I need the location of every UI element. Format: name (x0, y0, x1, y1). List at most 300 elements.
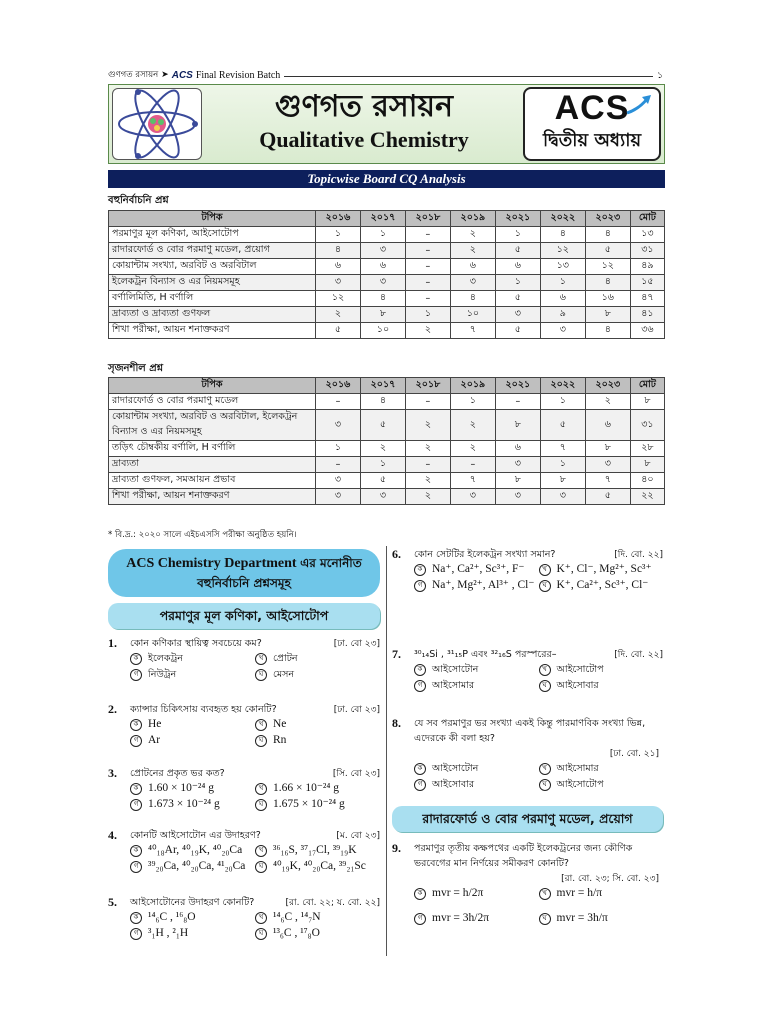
header-brand: ACS (171, 69, 193, 81)
option-letter: ঘ (539, 779, 551, 791)
count-cell: ৪ (540, 227, 585, 243)
option-letter: গ (130, 861, 142, 873)
question-source: [রা. বো. ২৩; সি. বো. ২৩] (561, 874, 659, 884)
count-cell: ৩১ (630, 410, 664, 441)
topic-cell: রাদারফোর্ড ও বোর পরমাণু মডেল, প্রয়োগ (109, 243, 316, 259)
count-cell: ১ (540, 275, 585, 291)
count-cell: ৩ (540, 489, 585, 505)
count-cell: ৪১ (630, 307, 664, 323)
table-header-cell: ২০১৭ (360, 211, 405, 227)
footnote: * বি.দ্র.: ২০২০ সালে এইচএসসি পরীক্ষা অনুষ্ঠিত হয়নি। (108, 530, 297, 540)
count-cell: ৫ (585, 243, 630, 259)
count-cell: ৩ (495, 489, 540, 505)
count-cell: ২ (405, 489, 450, 505)
dept-suffix: এর মনোনীত (300, 556, 362, 570)
option-text: আইসোটোন (432, 763, 479, 774)
answer-option[interactable] (539, 578, 664, 593)
option-letter: ক (130, 845, 142, 857)
header-chapter: গুণগত রসায়ন (108, 70, 159, 80)
count-cell: – (316, 394, 361, 410)
count-cell: ৬ (540, 291, 585, 307)
count-cell: ১ (360, 227, 405, 243)
answer-option[interactable] (130, 910, 255, 925)
option-text: 1.60 × 10⁻²⁴ g (148, 782, 215, 794)
table-header-cell: ২০১৯ (450, 211, 495, 227)
question-source: [দি. বো. ২২] (614, 650, 663, 660)
option-letter: গ (130, 799, 142, 811)
count-cell: ৭ (450, 473, 495, 489)
count-cell: ৬ (585, 410, 630, 441)
count-cell: – (405, 291, 450, 307)
count-cell: ৩ (360, 275, 405, 291)
option-text: Ar (148, 734, 161, 746)
answer-option[interactable] (255, 651, 380, 666)
table-header-cell: ২০২১ (495, 378, 540, 394)
question-text: প্রোটনের প্রকৃত ভর কত? (130, 768, 225, 779)
count-cell: ১২ (585, 259, 630, 275)
answer-option[interactable] (255, 926, 380, 941)
answer-option[interactable] (414, 886, 539, 901)
cq-analysis-table (108, 377, 665, 505)
topic-cell: দ্রাব্যতা গুণফল, সমআয়ন প্রভাব (109, 473, 316, 489)
option-text: ⁴⁰₁₉K, ⁴⁰₂₀Ca, ³⁹₂₁Sc (273, 860, 366, 872)
count-cell: ১৩ (540, 259, 585, 275)
header-rule (284, 76, 653, 77)
count-cell: ১৬ (585, 291, 630, 307)
option-letter: খ (255, 719, 267, 731)
count-cell: ১ (316, 441, 361, 457)
option-text: আইসোটোন (432, 664, 479, 675)
answer-option[interactable] (130, 859, 255, 874)
table-row (109, 259, 665, 275)
question-number: 5. (108, 895, 117, 909)
count-cell: ৭ (585, 473, 630, 489)
option-text: mvr = 3h/2π (432, 912, 490, 924)
option-letter: খ (539, 888, 551, 900)
option-text: 1.673 × 10⁻²⁴ g (148, 798, 220, 810)
mcq-question (108, 702, 380, 748)
question-text: আইসোটোনের উদাহরণ কোনটি? (130, 897, 255, 908)
arrow-icon: ➤ (161, 70, 169, 80)
option-text: ³⁶₁₆S, ³⁷₁₇Cl, ³⁹₁₉K (273, 844, 357, 856)
option-text: আইসোবার (432, 779, 475, 790)
count-cell: ১ (316, 227, 361, 243)
topic-cell: দ্রাব্যতা ও দ্রাব্যতা গুণফল (109, 307, 316, 323)
question-source: [রা. বো. ২২; য. বো. ২২] (285, 898, 380, 908)
dept-heading (108, 549, 380, 597)
option-letter: গ (130, 735, 142, 747)
option-text: K⁺, Ca²⁺, Sc³⁺, Cl⁻ (556, 579, 649, 591)
option-text: মেসন (273, 669, 295, 680)
option-letter: ঘ (539, 913, 551, 925)
count-cell: – (405, 243, 450, 259)
count-cell: ৬ (316, 259, 361, 275)
option-letter: ক (414, 888, 426, 900)
count-cell: ২ (450, 227, 495, 243)
topic-cell: কোয়ান্টাম সংখ্যা, অরবিট ও অরবিটাল (109, 259, 316, 275)
count-cell: ৩৬ (630, 323, 664, 339)
count-cell: ৬ (495, 259, 540, 275)
answer-option[interactable] (539, 662, 664, 677)
count-cell: ৯ (540, 307, 585, 323)
option-letter: ক (414, 763, 426, 775)
mcq-question (108, 895, 380, 941)
count-cell: ৫ (360, 473, 405, 489)
answer-option[interactable] (414, 761, 539, 776)
count-cell: ১ (495, 275, 540, 291)
count-cell: ৩ (360, 243, 405, 259)
topic-cell: ইলেকট্রন বিন্যাস ও এর নিয়মসমূহ (109, 275, 316, 291)
table-row (109, 489, 665, 505)
table-header-cell: টপিক (109, 211, 316, 227)
table-row (109, 307, 665, 323)
answer-option[interactable] (130, 797, 255, 812)
count-cell: ৩১ (630, 243, 664, 259)
answer-option[interactable] (255, 910, 380, 925)
answer-option[interactable] (539, 777, 664, 792)
count-cell: ৬ (450, 259, 495, 275)
mcq-question (108, 828, 380, 874)
option-text: mvr = h/2π (432, 887, 484, 899)
count-cell: – (405, 275, 450, 291)
running-header (108, 70, 663, 80)
count-cell: ১৩ (630, 227, 664, 243)
table-header-cell: ২০২২ (540, 378, 585, 394)
count-cell: ২ (360, 441, 405, 457)
count-cell: ৮ (495, 473, 540, 489)
option-text: আইসোমার (432, 680, 475, 691)
table-row (109, 473, 665, 489)
answer-option[interactable] (130, 733, 255, 748)
question-number: 8. (392, 716, 401, 730)
answer-option[interactable] (255, 781, 380, 796)
option-text: আইসোটোপ (556, 664, 604, 675)
question-number: 7. (392, 647, 401, 661)
option-letter: গ (414, 779, 426, 791)
table-header-cell: ২০২৩ (585, 378, 630, 394)
answer-option[interactable] (130, 651, 255, 666)
count-cell: ২৮ (630, 441, 664, 457)
option-letter: ক (130, 912, 142, 924)
question-number: 4. (108, 828, 117, 842)
option-letter: খ (255, 653, 267, 665)
topic-cell: রাদারফোর্ড ও বোর পরমাণু মডেল (109, 394, 316, 410)
count-cell: ২ (450, 441, 495, 457)
mcq-question (108, 766, 380, 812)
answer-option[interactable] (255, 859, 380, 874)
table-row (109, 441, 665, 457)
mcq-question (108, 636, 380, 682)
count-cell: ৪ (316, 243, 361, 259)
option-text: নিউট্রন (148, 669, 177, 680)
count-cell: ৮ (495, 410, 540, 441)
header-batch: Final Revision Batch (195, 69, 281, 81)
option-text: আইসোবার (556, 680, 599, 691)
mcq-question (392, 716, 663, 792)
count-cell: ৮ (630, 457, 664, 473)
count-cell: ৮ (585, 441, 630, 457)
option-letter: ক (414, 564, 426, 576)
answer-option[interactable] (539, 562, 664, 577)
title-english: Qualitative Chemistry (259, 127, 469, 152)
topic-cell: কোয়ান্টাম সংখ্যা, অরবিট ও অরবিটাল, ইলেকট্রন বিন্যাস ও এর নিয়মসমূহ (109, 410, 316, 441)
count-cell: ৫ (540, 410, 585, 441)
count-cell: ৫ (316, 323, 361, 339)
count-cell: ১২ (316, 291, 361, 307)
answer-option[interactable] (130, 781, 255, 796)
dept-subtitle: বহুনির্বাচনি প্রশ্নসমূহ (197, 576, 291, 590)
count-cell: ৫ (495, 291, 540, 307)
topic-cell: পরমাণুর মূল কণিকা, আইসোটোপ (109, 227, 316, 243)
table-row (109, 323, 665, 339)
table-header-cell: টপিক (109, 378, 316, 394)
option-text: ⁴⁰₁₈Ar, ⁴⁰₁₉K, ⁴⁰₂₀Ca (148, 844, 243, 856)
mcq-table-label: বহুনির্বাচনি প্রশ্ন (108, 195, 169, 206)
option-letter: খ (255, 912, 267, 924)
count-cell: ৩ (316, 275, 361, 291)
count-cell: ৪ (585, 227, 630, 243)
count-cell: ৪৯ (630, 259, 664, 275)
option-text: mvr = 3h/π (556, 912, 608, 924)
answer-option[interactable] (539, 886, 664, 901)
table-header-cell: ২০২১ (495, 211, 540, 227)
count-cell: ১ (495, 227, 540, 243)
count-cell: – (450, 457, 495, 473)
question-source: [সি. বো ২৩] (332, 769, 380, 779)
option-letter: ঘ (255, 735, 267, 747)
count-cell: ২ (405, 473, 450, 489)
option-text: Na⁺, Ca²⁺, Sc³⁺, F⁻ (432, 563, 525, 575)
mcq-question (392, 841, 663, 926)
arrow-up-icon (625, 93, 653, 115)
count-cell: ৭ (540, 441, 585, 457)
count-cell: ৩ (450, 275, 495, 291)
count-cell: ১২ (540, 243, 585, 259)
table-header-cell: ২০১৬ (316, 211, 361, 227)
option-text: ³₁H , ²₁H (148, 927, 189, 939)
option-text: 1.675 × 10⁻²⁴ g (273, 798, 345, 810)
topic-cell: বর্ণালিমিতি, H বর্ণালি (109, 291, 316, 307)
option-text: 1.66 × 10⁻²⁴ g (273, 782, 340, 794)
option-text: ইলেকট্রন (148, 653, 183, 664)
answer-option[interactable] (255, 667, 380, 682)
count-cell: ৮ (540, 473, 585, 489)
mcq-question (392, 547, 663, 593)
count-cell: ৫ (585, 489, 630, 505)
table-header-cell: ২০১৬ (316, 378, 361, 394)
option-letter: গ (414, 580, 426, 592)
count-cell: ৪ (360, 291, 405, 307)
option-letter: ঘ (255, 861, 267, 873)
topic-cell: শিখা পরীক্ষা, আয়ন শনাক্তকরণ (109, 489, 316, 505)
topic-cell: দ্রাব্যতা (109, 457, 316, 473)
option-text: ¹³₆C , ¹⁷₈O (273, 927, 320, 939)
option-text: Ne (273, 718, 287, 730)
count-cell: ২ (585, 394, 630, 410)
option-letter: ক (130, 653, 142, 665)
answer-option[interactable] (414, 911, 539, 926)
option-text: প্রোটন (273, 653, 298, 664)
count-cell: ৩ (585, 457, 630, 473)
count-cell: ৬ (495, 441, 540, 457)
answer-option[interactable] (539, 911, 664, 926)
count-cell: ৫ (360, 410, 405, 441)
count-cell: ৩ (495, 457, 540, 473)
answer-option[interactable] (255, 843, 380, 858)
answer-option[interactable] (255, 733, 380, 748)
question-source: [ঢা. বো ২৩] (333, 705, 380, 715)
title-bengali: গুণগত রসায়ন (275, 89, 453, 124)
count-cell: ২ (405, 410, 450, 441)
answer-option[interactable] (255, 797, 380, 812)
mcq-analysis-table (108, 210, 665, 339)
question-text: পরমাণুর তৃতীয় কক্ষপথের একটি ইলেকট্রনের জন্য কৌণিক ভরবেগের মান নির্ণয়ের সমীকরণ কোনটি? (414, 843, 633, 869)
count-cell: – (405, 259, 450, 275)
atom-icon (112, 88, 202, 160)
count-cell: ১০ (360, 323, 405, 339)
option-letter: গ (130, 928, 142, 940)
topic-heading-2: রাদারফোর্ড ও বোর পরমাণু মডেল, প্রয়োগ (392, 806, 663, 832)
topic-heading-1: পরমাণুর মূল কণিকা, আইসোটোপ (108, 603, 380, 629)
count-cell: ৩ (316, 473, 361, 489)
count-cell: ১ (540, 457, 585, 473)
count-cell: ৩ (360, 489, 405, 505)
option-letter: ঘ (255, 928, 267, 940)
acs-logo-box (523, 87, 661, 161)
option-letter: ঘ (539, 680, 551, 692)
table-header-cell: ২০২৩ (585, 211, 630, 227)
chapter-number: দ্বিতীয় অধ্যায় (542, 130, 642, 151)
count-cell: ৩ (316, 489, 361, 505)
table-header-cell: ২০১৭ (360, 378, 405, 394)
question-number: 3. (108, 766, 117, 780)
option-text: আইসোমার (556, 763, 599, 774)
table-row (109, 227, 665, 243)
table-header-cell: ২০২২ (540, 211, 585, 227)
answer-option[interactable] (414, 662, 539, 677)
option-text: আইসোটোপ (556, 779, 604, 790)
question-text: কোনটি আইসোটোন এর উদাহরণ? (130, 830, 261, 841)
count-cell: ৪ (450, 291, 495, 307)
page-number: ১ (657, 70, 663, 81)
option-letter: ঘ (255, 799, 267, 811)
count-cell: – (405, 394, 450, 410)
answer-option[interactable] (130, 717, 255, 732)
count-cell: ৪ (585, 323, 630, 339)
option-letter: ক (130, 719, 142, 731)
count-cell: ৮ (630, 394, 664, 410)
table-row (109, 243, 665, 259)
answer-option[interactable] (414, 777, 539, 792)
option-letter: খ (255, 845, 267, 857)
count-cell: ৮ (360, 307, 405, 323)
answer-option[interactable] (414, 678, 539, 693)
answer-option[interactable] (130, 926, 255, 941)
answer-option[interactable] (130, 667, 255, 682)
count-cell: – (405, 227, 450, 243)
chapter-banner (108, 84, 665, 164)
count-cell: ৬ (360, 259, 405, 275)
table-row (109, 394, 665, 410)
cq-table-label: সৃজনশীল প্রশ্ন (108, 363, 163, 374)
dept-name: ACS Chemistry Department (126, 556, 297, 571)
question-number: 9. (392, 841, 401, 855)
count-cell: – (316, 457, 361, 473)
option-text: Rn (273, 734, 287, 746)
option-letter: গ (414, 913, 426, 925)
question-number: 6. (392, 547, 401, 561)
count-cell: ৮ (585, 307, 630, 323)
acs-logo: ACS (554, 89, 630, 127)
count-cell: ৩ (540, 323, 585, 339)
question-source: [ঢা. বো ২৩] (333, 639, 380, 649)
table-row (109, 275, 665, 291)
option-letter: ক (130, 783, 142, 795)
count-cell: ৪ (585, 275, 630, 291)
option-letter: গ (130, 669, 142, 681)
answer-option[interactable] (255, 717, 380, 732)
count-cell: – (405, 457, 450, 473)
question-text: কোন সেটটির ইলেকট্রন সংখ্যা সমান? (414, 549, 556, 560)
question-source: [ঢা. বো. ২১] (609, 749, 659, 759)
table-header-cell: ২০১৮ (405, 378, 450, 394)
table-header-cell: মোট (630, 211, 664, 227)
option-text: K⁺, Cl⁻, Mg²⁺, Sc³⁺ (556, 563, 652, 575)
question-text: কোন কণিকার স্থায়িত্ব সবচেয়ে কম? (130, 638, 262, 649)
option-letter: খ (539, 664, 551, 676)
option-text: mvr = h/π (556, 887, 603, 899)
option-text: He (148, 718, 162, 730)
answer-option[interactable] (414, 562, 539, 577)
table-row (109, 457, 665, 473)
count-cell: ২ (450, 410, 495, 441)
question-number: 1. (108, 636, 117, 650)
count-cell: ১০ (450, 307, 495, 323)
count-cell: – (495, 394, 540, 410)
table-row (109, 291, 665, 307)
count-cell: ১ (405, 307, 450, 323)
table-row (109, 410, 665, 441)
count-cell: ১ (450, 394, 495, 410)
answer-option[interactable] (130, 843, 255, 858)
count-cell: ৩ (450, 489, 495, 505)
option-letter: ক (414, 664, 426, 676)
mcq-question (392, 647, 663, 693)
column-divider (386, 546, 387, 956)
topic-cell: শিখা পরীক্ষা, আয়ন শনাক্তকরণ (109, 323, 316, 339)
count-cell: ২ (405, 323, 450, 339)
option-text: ¹⁴₆C , ¹⁴₇N (273, 911, 321, 923)
count-cell: ২ (316, 307, 361, 323)
count-cell: ৫ (495, 243, 540, 259)
table-header-cell: মোট (630, 378, 664, 394)
count-cell: ৫ (495, 323, 540, 339)
option-letter: গ (414, 680, 426, 692)
count-cell: ৭ (450, 323, 495, 339)
answer-option[interactable] (414, 578, 539, 593)
option-letter: খ (255, 783, 267, 795)
question-source: [দি. বো. ২২] (614, 550, 663, 560)
topic-cell: তড়িৎ চৌম্বকীয় বর্ণালি, H বর্ণালি (109, 441, 316, 457)
answer-option[interactable] (539, 678, 664, 693)
answer-option[interactable] (539, 761, 664, 776)
count-cell: ১৫ (630, 275, 664, 291)
option-letter: খ (539, 763, 551, 775)
question-text: যে সব পরমাণুর ভর সংখ্যা একই কিন্তু পারমাণবিক সংখ্যা ভিন্ন, এদেরকে কী বলা হয়? (414, 718, 646, 744)
count-cell: ৪ (360, 394, 405, 410)
count-cell: ৩ (495, 307, 540, 323)
count-cell: ৪৭ (630, 291, 664, 307)
